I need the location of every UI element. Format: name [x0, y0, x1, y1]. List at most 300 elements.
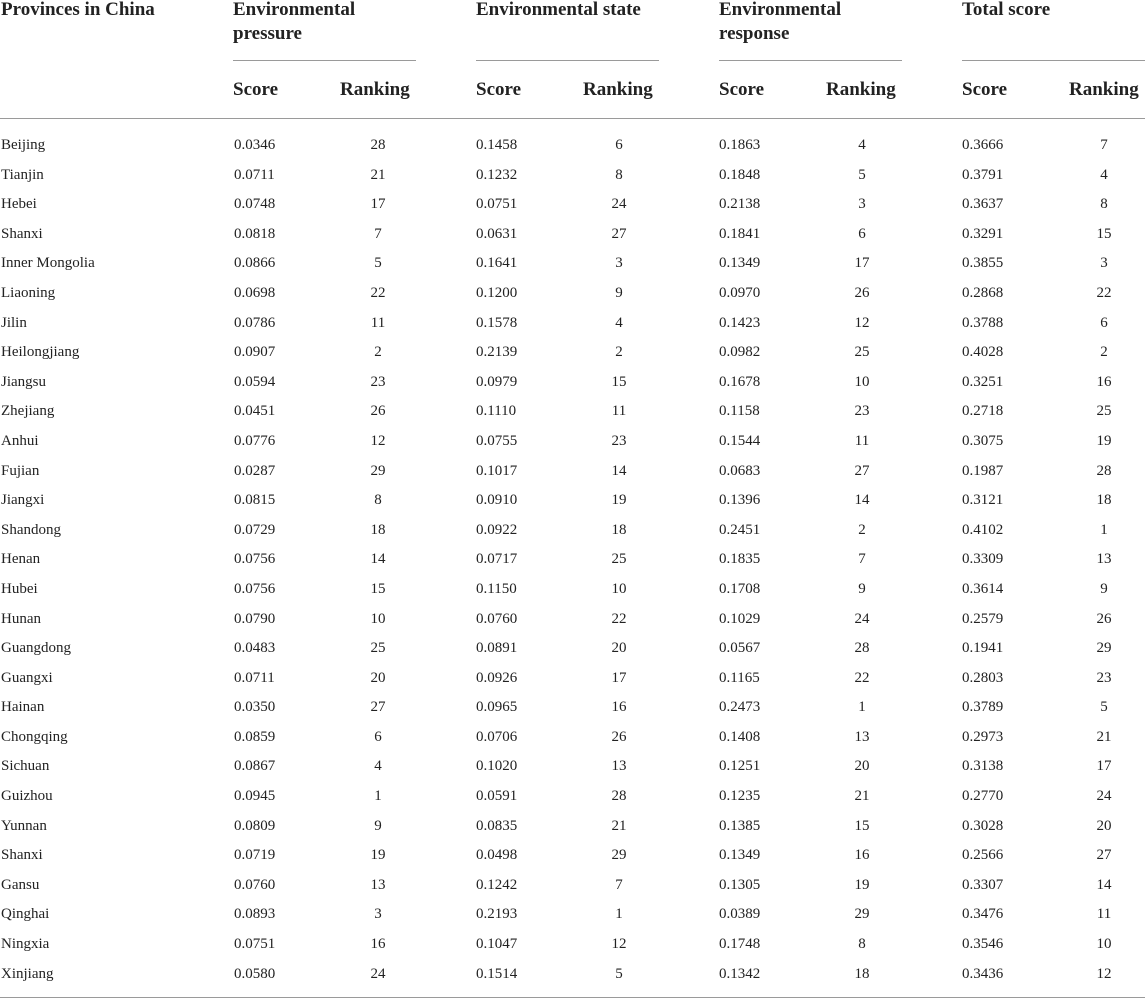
province-cell: Fujian	[1, 462, 40, 479]
state-ranking-cell-text: 2	[615, 344, 623, 361]
response-ranking-cell-text: 14	[854, 492, 870, 509]
response-score-cell: 0.1708	[719, 580, 761, 597]
response-ranking-cell	[854, 373, 870, 391]
pressure-score-cell: 0.0790	[234, 610, 276, 627]
state-score-cell: 0.2139	[476, 344, 518, 361]
state-score-cell: 0.1232	[476, 166, 518, 183]
table-row	[0, 544, 1145, 574]
header-group-total-line1: Total score	[962, 0, 1051, 20]
pressure-ranking-cell	[370, 402, 386, 420]
response-ranking-cell-text: 20	[854, 758, 870, 775]
pressure-ranking-cell-text: 2	[374, 344, 382, 361]
total-ranking-cell	[1102, 314, 1106, 332]
total-ranking-cell-text: 4	[1100, 166, 1108, 183]
pressure-ranking-cell-text: 29	[370, 462, 386, 479]
state-ranking-cell	[617, 314, 621, 332]
province-cell: Hebei	[1, 196, 37, 213]
response-ranking-cell	[854, 876, 870, 894]
province-cell: Zhejiang	[1, 403, 55, 420]
state-ranking-cell	[617, 136, 621, 154]
total-ranking-cell	[1096, 965, 1112, 983]
pressure-score-cell: 0.0907	[234, 344, 276, 361]
pressure-ranking-cell-text: 22	[370, 284, 386, 301]
response-ranking-cell-text: 23	[854, 403, 870, 420]
pressure-score-cell: 0.0867	[234, 758, 276, 775]
total-score-cell: 0.2579	[962, 610, 1004, 627]
table-row	[0, 929, 1145, 959]
response-ranking-cell-text: 7	[858, 551, 866, 568]
state-ranking-cell	[611, 373, 627, 391]
total-ranking-cell	[1096, 462, 1112, 480]
pressure-ranking-cell-text: 20	[370, 669, 386, 686]
pressure-ranking-cell	[376, 787, 380, 805]
pressure-score-cell: 0.0594	[234, 373, 276, 390]
province-cell: Liaoning	[1, 284, 56, 301]
state-ranking-cell	[611, 432, 627, 450]
total-score-cell: 0.3028	[962, 817, 1004, 834]
state-score-cell: 0.0591	[476, 788, 518, 805]
response-ranking-cell-text: 22	[854, 669, 870, 686]
state-ranking-cell	[611, 728, 627, 746]
pressure-score-cell: 0.0866	[234, 255, 276, 272]
total-ranking-cell	[1102, 343, 1106, 361]
header-group-response-line1: Environmental	[719, 0, 842, 20]
response-ranking-cell	[860, 550, 864, 568]
response-score-cell: 0.2473	[719, 699, 761, 716]
state-score-cell: 0.1020	[476, 758, 518, 775]
province-cell: Hunan	[1, 610, 41, 627]
total-ranking-cell-text: 20	[1096, 817, 1112, 834]
total-ranking-cell-text: 13	[1096, 551, 1112, 568]
pressure-ranking-cell-text: 17	[370, 196, 386, 213]
province-cell: Hubei	[1, 580, 38, 597]
state-score-cell: 0.0760	[476, 610, 518, 627]
table-row	[0, 840, 1145, 870]
table-row	[0, 130, 1145, 160]
table-row	[0, 219, 1145, 249]
state-ranking-cell	[611, 639, 627, 657]
header-rule-state	[476, 60, 659, 61]
response-ranking-cell-text: 11	[854, 432, 870, 449]
total-ranking-cell-text: 22	[1096, 284, 1112, 301]
total-ranking-cell	[1102, 580, 1106, 598]
pressure-ranking-cell	[370, 136, 386, 154]
total-score-cell: 0.3307	[962, 876, 1004, 893]
pressure-ranking-cell	[376, 254, 380, 272]
header-rule-total	[962, 60, 1145, 61]
total-ranking-cell	[1102, 195, 1106, 213]
response-score-cell: 0.1251	[719, 758, 761, 775]
state-score-cell: 0.0922	[476, 521, 518, 538]
total-ranking-cell	[1096, 787, 1112, 805]
province-cell: Henan	[1, 551, 41, 568]
province-cell: Hainan	[1, 699, 45, 716]
pressure-score-cell: 0.0859	[234, 728, 276, 745]
response-ranking-cell-text: 16	[854, 847, 870, 864]
province-cell: Jiangxi	[1, 492, 45, 509]
response-ranking-cell	[854, 787, 870, 805]
pressure-ranking-cell	[370, 195, 386, 213]
pressure-score-cell: 0.0287	[234, 462, 276, 479]
response-score-cell: 0.1029	[719, 610, 761, 627]
total-ranking-cell	[1102, 254, 1106, 272]
header-pressure-score: Score	[233, 79, 279, 100]
response-score-cell: 0.1841	[719, 225, 761, 242]
total-score-cell: 0.3546	[962, 936, 1004, 953]
total-score-cell: 0.2718	[962, 403, 1004, 420]
total-ranking-cell	[1096, 550, 1112, 568]
total-ranking-cell-text: 6	[1100, 314, 1108, 331]
state-ranking-cell-text: 13	[611, 758, 627, 775]
response-score-cell: 0.0389	[719, 906, 761, 923]
province-cell: Jilin	[1, 314, 27, 331]
total-ranking-cell	[1102, 136, 1106, 154]
total-ranking-cell-text: 9	[1100, 580, 1108, 597]
response-ranking-cell	[854, 965, 870, 983]
total-ranking-cell	[1096, 757, 1112, 775]
response-score-cell: 0.1396	[719, 492, 761, 509]
table-row	[0, 604, 1145, 634]
total-ranking-cell	[1096, 846, 1112, 864]
pressure-ranking-cell-text: 12	[370, 432, 386, 449]
header-rule-pressure	[233, 60, 416, 61]
total-ranking-cell-text: 2	[1100, 344, 1108, 361]
header-group-state-line1: Environmental state	[476, 0, 641, 20]
total-score-cell: 0.3291	[962, 225, 1004, 242]
table-row	[0, 811, 1145, 841]
pressure-ranking-cell-text: 4	[374, 758, 382, 775]
state-score-cell: 0.0926	[476, 669, 518, 686]
total-ranking-cell-text: 25	[1096, 403, 1112, 420]
response-score-cell: 0.1544	[719, 432, 761, 449]
response-ranking-cell	[854, 343, 870, 361]
total-ranking-cell	[1096, 284, 1112, 302]
response-score-cell: 0.1678	[719, 373, 761, 390]
pressure-ranking-cell	[376, 817, 380, 835]
province-cell: Anhui	[1, 432, 39, 449]
total-score-cell: 0.2973	[962, 728, 1004, 745]
pressure-score-cell: 0.0760	[234, 876, 276, 893]
header-state-score: Score	[476, 79, 522, 100]
state-ranking-cell	[617, 965, 621, 983]
response-ranking-cell	[854, 669, 870, 687]
state-ranking-cell	[611, 550, 627, 568]
pressure-ranking-cell	[370, 610, 386, 628]
response-score-cell: 0.1748	[719, 936, 761, 953]
province-cell: Chongqing	[1, 728, 68, 745]
total-score-cell: 0.3637	[962, 196, 1004, 213]
header-group-pressure-line2: pressure	[233, 23, 302, 44]
state-ranking-cell-text: 3	[615, 255, 623, 272]
pressure-ranking-cell-text: 19	[370, 847, 386, 864]
table-row	[0, 751, 1145, 781]
pressure-ranking-cell-text: 14	[370, 551, 386, 568]
province-cell: Guangxi	[1, 669, 53, 686]
state-score-cell: 0.0965	[476, 699, 518, 716]
province-cell: Xinjiang	[1, 965, 54, 982]
table-row	[0, 160, 1145, 190]
response-ranking-cell-text: 19	[854, 876, 870, 893]
response-ranking-cell-text: 4	[858, 137, 866, 153]
state-ranking-cell	[611, 787, 627, 805]
pressure-ranking-cell-text: 8	[374, 492, 382, 509]
state-score-cell: 0.0751	[476, 196, 518, 213]
response-ranking-cell-text: 2	[858, 521, 866, 538]
header-rule-response	[719, 60, 902, 61]
response-ranking-cell-text: 28	[854, 640, 870, 657]
response-ranking-cell	[860, 166, 864, 184]
state-ranking-cell-text: 18	[611, 521, 627, 538]
state-score-cell: 0.0979	[476, 373, 518, 390]
pressure-score-cell: 0.0719	[234, 847, 276, 864]
state-ranking-cell	[611, 462, 627, 480]
table-row	[0, 959, 1145, 989]
pressure-score-cell: 0.0786	[234, 314, 276, 331]
pressure-ranking-cell-text: 5	[374, 255, 382, 272]
state-score-cell: 0.1458	[476, 137, 518, 153]
header-group-response-line2: response	[719, 23, 790, 44]
table-row	[0, 722, 1145, 752]
table-row	[0, 633, 1145, 663]
total-ranking-cell	[1096, 610, 1112, 628]
state-ranking-cell	[617, 905, 621, 923]
state-score-cell: 0.0835	[476, 817, 518, 834]
response-score-cell: 0.1165	[719, 669, 760, 686]
state-ranking-cell	[611, 491, 627, 509]
total-score-cell: 0.3614	[962, 580, 1004, 597]
pressure-ranking-cell	[370, 965, 386, 983]
state-score-cell: 0.0631	[476, 225, 518, 242]
total-ranking-cell	[1096, 669, 1112, 687]
state-ranking-cell	[611, 757, 627, 775]
province-cell: Qinghai	[1, 906, 50, 923]
response-score-cell: 0.0982	[719, 344, 761, 361]
pressure-ranking-cell-text: 28	[370, 137, 386, 153]
state-score-cell: 0.1641	[476, 255, 518, 272]
total-score-cell: 0.3476	[962, 906, 1004, 923]
pressure-ranking-cell-text: 9	[374, 817, 382, 834]
pressure-ranking-cell	[370, 639, 386, 657]
response-ranking-cell	[860, 935, 864, 953]
response-score-cell: 0.2138	[719, 196, 761, 213]
pressure-ranking-cell-text: 13	[370, 876, 386, 893]
state-ranking-cell-text: 20	[611, 640, 627, 657]
response-ranking-cell	[854, 491, 870, 509]
pressure-ranking-cell	[370, 521, 386, 539]
total-ranking-cell-text: 17	[1096, 758, 1112, 775]
pressure-ranking-cell	[370, 698, 386, 716]
province-cell: Jiangsu	[1, 373, 46, 390]
response-ranking-cell	[860, 521, 864, 539]
response-ranking-cell-text: 27	[854, 462, 870, 479]
pressure-score-cell: 0.0945	[234, 788, 276, 805]
total-score-cell: 0.3075	[962, 432, 1004, 449]
province-cell: Tianjin	[1, 166, 44, 183]
response-score-cell: 0.1848	[719, 166, 761, 183]
response-ranking-cell-text: 8	[858, 936, 866, 953]
table-row	[0, 515, 1145, 545]
pressure-ranking-cell	[370, 462, 386, 480]
state-ranking-cell-text: 24	[611, 196, 627, 213]
total-ranking-cell	[1096, 491, 1112, 509]
response-score-cell: 0.1423	[719, 314, 761, 331]
state-ranking-cell	[611, 580, 627, 598]
total-ranking-cell-text: 19	[1096, 432, 1112, 449]
response-ranking-cell	[854, 846, 870, 864]
header-group-response	[719, 0, 841, 46]
response-score-cell: 0.1385	[719, 817, 761, 834]
state-ranking-cell	[611, 225, 627, 243]
response-score-cell: 0.1408	[719, 728, 761, 745]
pressure-score-cell: 0.0483	[234, 640, 276, 657]
state-ranking-cell-text: 6	[615, 137, 623, 153]
state-ranking-cell-text: 22	[611, 610, 627, 627]
response-ranking-cell-text: 24	[854, 610, 870, 627]
state-ranking-cell	[611, 846, 627, 864]
state-ranking-cell-text: 9	[615, 284, 623, 301]
pressure-ranking-cell-text: 23	[370, 373, 386, 390]
table-row	[0, 337, 1145, 367]
total-ranking-cell-text: 12	[1096, 965, 1112, 982]
state-ranking-cell	[611, 698, 627, 716]
pressure-score-cell: 0.0451	[234, 403, 276, 420]
pressure-ranking-cell-text: 7	[374, 225, 382, 242]
total-ranking-cell	[1096, 402, 1112, 420]
pressure-score-cell: 0.0809	[234, 817, 276, 834]
state-score-cell: 0.0498	[476, 847, 518, 864]
table-row	[0, 396, 1145, 426]
state-ranking-cell-text: 14	[611, 462, 627, 479]
response-ranking-cell	[854, 905, 870, 923]
pressure-ranking-cell-text: 18	[370, 521, 386, 538]
total-ranking-cell	[1096, 935, 1112, 953]
pressure-ranking-cell	[376, 728, 380, 746]
state-ranking-cell-text: 1	[615, 906, 623, 923]
total-ranking-cell-text: 29	[1096, 640, 1112, 657]
pressure-ranking-cell-text: 24	[370, 965, 386, 982]
pressure-ranking-cell-text: 26	[370, 403, 386, 420]
total-ranking-cell	[1102, 698, 1106, 716]
response-score-cell: 0.1342	[719, 965, 761, 982]
province-cell: Guizhou	[1, 788, 53, 805]
province-cell: Beijing	[1, 137, 46, 153]
total-ranking-cell	[1096, 905, 1112, 923]
pressure-ranking-cell	[370, 876, 386, 894]
pressure-ranking-cell	[376, 905, 380, 923]
state-ranking-cell-text: 25	[611, 551, 627, 568]
total-score-cell: 0.1987	[962, 462, 1004, 479]
table-row	[0, 278, 1145, 308]
response-ranking-cell-text: 13	[854, 728, 870, 745]
table-row	[0, 426, 1145, 456]
pressure-score-cell: 0.0729	[234, 521, 276, 538]
pressure-ranking-cell-text: 25	[370, 640, 386, 657]
response-score-cell: 0.0970	[719, 284, 761, 301]
state-score-cell: 0.1200	[476, 284, 518, 301]
pressure-ranking-cell	[376, 757, 380, 775]
total-ranking-cell	[1102, 521, 1106, 539]
total-score-cell: 0.3309	[962, 551, 1004, 568]
total-score-cell: 0.2803	[962, 669, 1004, 686]
state-ranking-cell-text: 4	[615, 314, 623, 331]
response-ranking-cell-text: 6	[858, 225, 866, 242]
response-ranking-cell	[860, 195, 864, 213]
table-row	[0, 456, 1145, 486]
pressure-ranking-cell-text: 3	[374, 906, 382, 923]
total-ranking-cell	[1096, 432, 1112, 450]
header-provinces: Provinces in China	[1, 0, 155, 20]
pressure-ranking-cell-text: 15	[370, 580, 386, 597]
response-score-cell: 0.2451	[719, 521, 761, 538]
response-score-cell: 0.1305	[719, 876, 761, 893]
state-score-cell: 0.1150	[476, 580, 517, 597]
pressure-ranking-cell	[376, 225, 380, 243]
response-score-cell: 0.1349	[719, 847, 761, 864]
state-score-cell: 0.1578	[476, 314, 518, 331]
province-cell: Shanxi	[1, 225, 43, 242]
table-header	[0, 0, 1145, 119]
total-ranking-cell-text: 21	[1096, 728, 1112, 745]
pressure-score-cell: 0.0748	[234, 196, 276, 213]
province-cell: Inner Mongolia	[1, 255, 95, 272]
total-ranking-cell-text: 15	[1096, 225, 1112, 242]
state-ranking-cell	[611, 195, 627, 213]
state-score-cell: 0.1242	[476, 876, 518, 893]
response-ranking-cell	[860, 225, 864, 243]
table-bottom-rule	[0, 997, 1145, 998]
table-row	[0, 870, 1145, 900]
total-ranking-cell-text: 11	[1096, 906, 1112, 923]
pressure-ranking-cell	[370, 935, 386, 953]
pressure-score-cell: 0.0711	[234, 166, 275, 183]
pressure-ranking-cell	[370, 314, 386, 332]
state-ranking-cell-text: 23	[611, 432, 627, 449]
state-ranking-cell-text: 10	[611, 580, 627, 597]
state-ranking-cell	[611, 521, 627, 539]
table-row	[0, 189, 1145, 219]
table-row	[0, 485, 1145, 515]
response-ranking-cell	[860, 698, 864, 716]
response-ranking-cell-text: 17	[854, 255, 870, 272]
response-ranking-cell-text: 9	[858, 580, 866, 597]
state-score-cell: 0.0891	[476, 640, 518, 657]
response-ranking-cell-text: 29	[854, 906, 870, 923]
total-score-cell: 0.2868	[962, 284, 1004, 301]
response-ranking-cell	[854, 314, 870, 332]
state-score-cell: 0.0755	[476, 432, 518, 449]
pressure-score-cell: 0.0580	[234, 965, 276, 982]
total-score-cell: 0.3436	[962, 965, 1004, 982]
response-ranking-cell-text: 10	[854, 373, 870, 390]
total-score-cell: 0.3791	[962, 166, 1004, 183]
pressure-score-cell: 0.0756	[234, 580, 276, 597]
response-ranking-cell-text: 21	[854, 788, 870, 805]
state-ranking-cell-text: 19	[611, 492, 627, 509]
pressure-ranking-cell	[370, 846, 386, 864]
state-ranking-cell	[611, 669, 627, 687]
state-ranking-cell	[617, 876, 621, 894]
state-ranking-cell-text: 11	[611, 403, 627, 420]
state-ranking-cell-text: 12	[611, 936, 627, 953]
state-ranking-cell-text: 5	[615, 965, 623, 982]
response-score-cell: 0.1349	[719, 255, 761, 272]
response-ranking-cell-text: 26	[854, 284, 870, 301]
pressure-ranking-cell	[370, 432, 386, 450]
pressure-ranking-cell-text: 1	[374, 788, 382, 805]
header-state-ranking: Ranking	[583, 79, 653, 100]
pressure-score-cell: 0.0346	[234, 137, 276, 153]
pressure-score-cell: 0.0893	[234, 906, 276, 923]
